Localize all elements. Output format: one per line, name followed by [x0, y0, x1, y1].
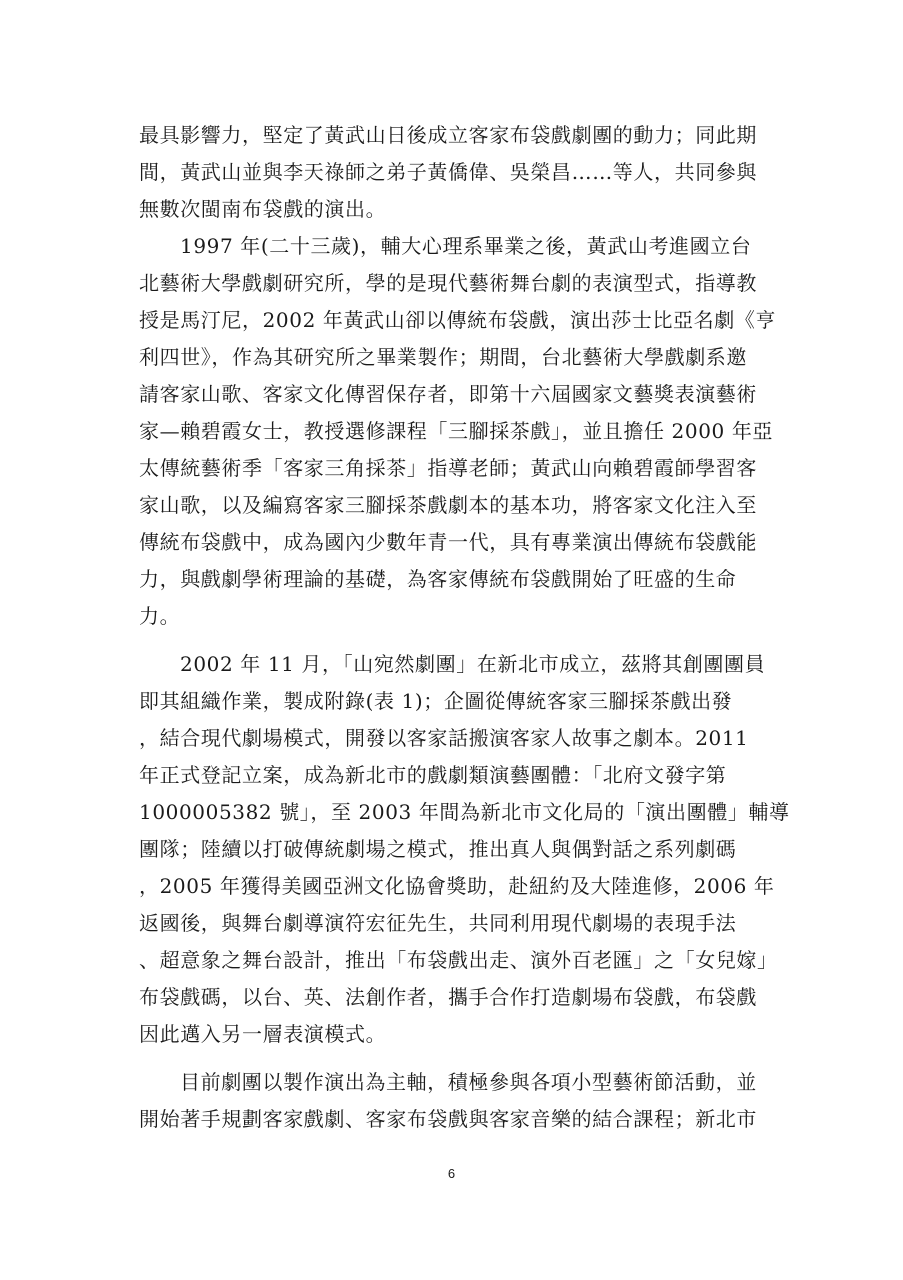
text-line: 授是馬汀尼，2002 年黃武山卻以傳統布袋戲，演出莎士比亞名劇《亨	[139, 308, 777, 332]
text-line: 無數次閩南布袋戲的演出。	[139, 197, 387, 221]
text-line: ，2005 年獲得美國亞洲文化協會獎助，赴紐約及大陸進修，2006 年	[139, 874, 775, 898]
text-line: 傳統布袋戲中，成為國內少數年青一代，具有專業演出傳統布袋戲能	[139, 530, 757, 554]
text-line: 太傳統藝術季「客家三角採茶」指導老師；黃武山向賴碧霞師學習客	[139, 456, 757, 480]
text-line: 最具影響力，堅定了黃武山日後成立客家布袋戲劇團的動力；同此期	[139, 123, 757, 147]
text-line: ，結合現代劇場模式，開發以客家話搬演客家人故事之劇本。2011	[139, 726, 749, 750]
text-line: 返國後，與舞台劇導演符宏征先生，共同利用現代劇場的表現手法	[139, 911, 737, 935]
text-line: 力，與戲劇學術理論的基礎，為客家傳統布袋戲開始了旺盛的生命	[139, 567, 737, 591]
text-line: 1997 年(二十三歲)，輔大心理系畢業之後，黃武山考進國立台	[180, 234, 752, 258]
text-line: 家—賴碧霞女士，教授選修課程「三腳採茶戲」，並且擔任 2000 年亞	[139, 419, 774, 443]
text-line: 年正式登記立案，成為新北市的戲劇類演藝團體：「北府文發字第	[139, 763, 727, 787]
text-line: 即其組織作業，製成附錄(表 1)；企圖從傳統客家三腳採茶戲出發	[139, 689, 733, 713]
text-line: 力。	[139, 604, 181, 628]
text-line: 請客家山歌、客家文化傳習保存者，即第十六屆國家文藝獎表演藝術	[139, 382, 757, 406]
text-line: 目前劇團以製作演出為主軸，積極參與各項小型藝術節活動，並	[180, 1070, 757, 1094]
text-line: 團隊；陸續以打破傳統劇場之模式，推出真人與偶對話之系列劇碼	[139, 837, 737, 861]
text-line: 家山歌，以及編寫客家三腳採茶戲劇本的基本功，將客家文化注入至	[139, 493, 757, 517]
text-line: 布袋戲碼，以台、英、法創作者，攜手合作打造劇場布袋戲，布袋戲	[139, 985, 757, 1009]
text-line: 1000005382 號」，至 2003 年間為新北市文化局的「演出團體」輔導	[139, 800, 790, 824]
text-line: 因此邁入另一層表演模式。	[139, 1022, 387, 1046]
text-line: 利四世》，作為其研究所之畢業製作；期間，台北藝術大學戲劇系邀	[139, 345, 747, 369]
text-line: 2002 年 11 月，「山宛然劇團」在新北市成立，茲將其創團團員	[180, 652, 766, 676]
text-line: 北藝術大學戲劇研究所，學的是現代藝術舞台劇的表演型式，指導教	[139, 271, 757, 295]
page-number: 6	[447, 1166, 456, 1181]
text-line: 間，黃武山並與李天祿師之弟子黃僑偉、吳榮昌……等人，共同參與	[139, 160, 757, 184]
text-line: 開始著手規劃客家戲劇、客家布袋戲與客家音樂的結合課程；新北市	[139, 1107, 757, 1131]
text-line: 、超意象之舞台設計，推出「布袋戲出走、演外百老匯」之「女兒嫁」	[139, 948, 778, 972]
